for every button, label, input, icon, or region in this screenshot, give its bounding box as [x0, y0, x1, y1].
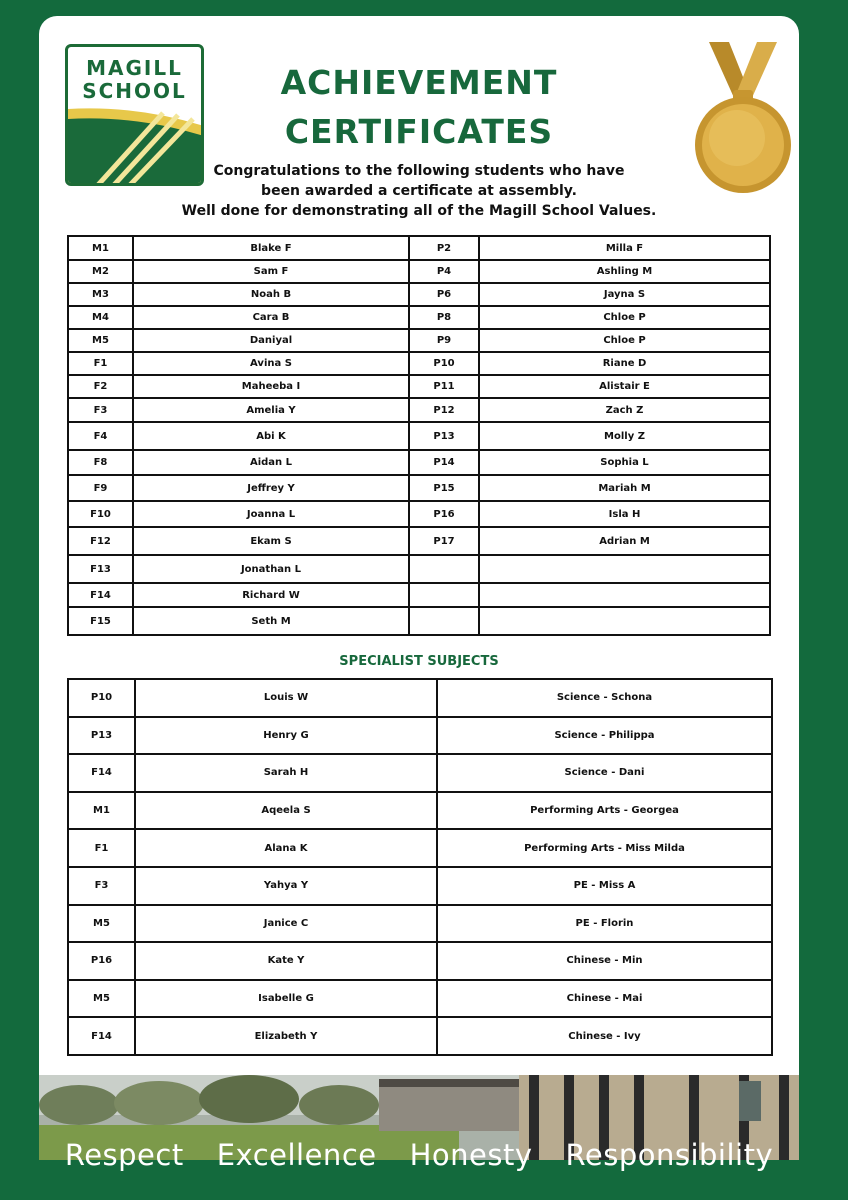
student-name-cell: Chloe P — [479, 329, 770, 352]
award-row — [68, 352, 770, 375]
page-title — [239, 58, 599, 156]
class-cell: F3 — [68, 867, 135, 905]
subject-cell: Science - Philippa — [437, 717, 772, 755]
student-name-cell: Mariah M — [479, 475, 770, 501]
logo-line-1: MAGILL — [86, 56, 183, 80]
award-row — [68, 260, 770, 283]
class-cell: P14 — [409, 450, 479, 475]
class-cell: F12 — [68, 527, 133, 555]
class-cell: F15 — [68, 607, 133, 635]
value-label: Responsibility — [565, 1138, 774, 1172]
specialist-row — [68, 754, 772, 792]
award-row — [68, 329, 770, 352]
class-cell: M3 — [68, 283, 133, 306]
intro-text — [169, 161, 669, 221]
student-name-cell: Alana K — [135, 829, 437, 867]
specialist-heading: SPECIALIST SUBJECTS — [339, 654, 499, 669]
student-name-cell: Jayna S — [479, 283, 770, 306]
class-cell: F14 — [68, 583, 133, 607]
student-name-cell: Blake F — [133, 236, 409, 260]
class-cell — [409, 583, 479, 607]
intro-line-3: Well done for demonstrating all of the Magill School Values. — [181, 203, 657, 219]
award-row — [68, 555, 770, 583]
class-cell: P15 — [409, 475, 479, 501]
subject-cell: PE - Miss A — [437, 867, 772, 905]
award-row — [68, 398, 770, 422]
class-cell: M1 — [68, 236, 133, 260]
specialist-row — [68, 717, 772, 755]
award-row — [68, 450, 770, 475]
class-cell: F10 — [68, 501, 133, 527]
award-row — [68, 527, 770, 555]
student-name-cell: Jonathan L — [133, 555, 409, 583]
class-cell: P16 — [68, 942, 135, 980]
student-name-cell: Elizabeth Y — [135, 1017, 437, 1055]
certificate-page — [39, 16, 799, 1160]
specialist-row — [68, 867, 772, 905]
student-name-cell: Ekam S — [133, 527, 409, 555]
school-values — [39, 1138, 799, 1178]
award-row — [68, 306, 770, 329]
student-name-cell: Louis W — [135, 679, 437, 717]
class-cell: M2 — [68, 260, 133, 283]
award-row — [68, 236, 770, 260]
value-label: Honesty — [409, 1138, 533, 1172]
intro-line-1: Congratulations to the following students who have — [213, 163, 625, 179]
class-cell: F3 — [68, 398, 133, 422]
student-name-cell: Cara B — [133, 306, 409, 329]
student-name-cell — [479, 555, 770, 583]
award-row — [68, 283, 770, 306]
class-cell: P4 — [409, 260, 479, 283]
student-name-cell: Molly Z — [479, 422, 770, 450]
class-cell: F4 — [68, 422, 133, 450]
student-name-cell: Aqeela S — [135, 792, 437, 830]
specialist-row — [68, 942, 772, 980]
student-name-cell: Alistair E — [479, 375, 770, 398]
class-cell: F2 — [68, 375, 133, 398]
student-name-cell: Aidan L — [133, 450, 409, 475]
student-name-cell: Sam F — [133, 260, 409, 283]
specialist-row — [68, 792, 772, 830]
student-name-cell: Jeffrey Y — [133, 475, 409, 501]
title-line-1: ACHIEVEMENT — [280, 63, 558, 102]
student-name-cell: Maheeba I — [133, 375, 409, 398]
award-row — [68, 607, 770, 635]
class-cell: M5 — [68, 329, 133, 352]
class-cell: P13 — [409, 422, 479, 450]
specialist-table — [67, 678, 773, 1056]
student-name-cell: Abi K — [133, 422, 409, 450]
award-row — [68, 422, 770, 450]
class-cell: P9 — [409, 329, 479, 352]
award-row — [68, 501, 770, 527]
student-name-cell: Yahya Y — [135, 867, 437, 905]
class-cell: M4 — [68, 306, 133, 329]
value-label: Respect — [64, 1138, 184, 1172]
student-name-cell: Milla F — [479, 236, 770, 260]
class-cell: F14 — [68, 754, 135, 792]
class-cell: P16 — [409, 501, 479, 527]
class-cell: F1 — [68, 829, 135, 867]
class-cell: F8 — [68, 450, 133, 475]
subject-cell: Science - Dani — [437, 754, 772, 792]
class-cell: P2 — [409, 236, 479, 260]
class-cell: P11 — [409, 375, 479, 398]
award-row — [68, 583, 770, 607]
class-cell: F1 — [68, 352, 133, 375]
class-cell — [409, 607, 479, 635]
specialist-row — [68, 980, 772, 1018]
awards-table — [67, 235, 771, 636]
student-name-cell: Kate Y — [135, 942, 437, 980]
student-name-cell: Riane D — [479, 352, 770, 375]
student-name-cell — [479, 583, 770, 607]
logo-line-2: SCHOOL — [82, 79, 187, 103]
gold-medal-icon — [691, 42, 795, 216]
student-name-cell: Isla H — [479, 501, 770, 527]
title-line-2: CERTIFICATES — [284, 112, 554, 151]
subject-cell: PE - Florin — [437, 905, 772, 943]
subject-cell: Chinese - Mai — [437, 980, 772, 1018]
class-cell: P10 — [409, 352, 479, 375]
class-cell: P13 — [68, 717, 135, 755]
specialist-row — [68, 679, 772, 717]
student-name-cell: Seth M — [133, 607, 409, 635]
subject-cell: Science - Schona — [437, 679, 772, 717]
class-cell: P8 — [409, 306, 479, 329]
class-cell: F13 — [68, 555, 133, 583]
student-name-cell: Richard W — [133, 583, 409, 607]
class-cell: F9 — [68, 475, 133, 501]
subject-cell: Performing Arts - Georgea — [437, 792, 772, 830]
student-name-cell: Sarah H — [135, 754, 437, 792]
class-cell: P6 — [409, 283, 479, 306]
student-name-cell: Ashling M — [479, 260, 770, 283]
student-name-cell: Janice C — [135, 905, 437, 943]
student-name-cell: Henry G — [135, 717, 437, 755]
specialist-row — [68, 1017, 772, 1055]
award-row — [68, 375, 770, 398]
student-name-cell: Amelia Y — [133, 398, 409, 422]
subject-cell: Chinese - Min — [437, 942, 772, 980]
subject-cell: Performing Arts - Miss Milda — [437, 829, 772, 867]
class-cell: P10 — [68, 679, 135, 717]
student-name-cell: Zach Z — [479, 398, 770, 422]
subject-cell: Chinese - Ivy — [437, 1017, 772, 1055]
student-name-cell: Adrian M — [479, 527, 770, 555]
class-cell: P12 — [409, 398, 479, 422]
specialist-row — [68, 905, 772, 943]
student-name-cell: Noah B — [133, 283, 409, 306]
student-name-cell: Sophia L — [479, 450, 770, 475]
award-row — [68, 475, 770, 501]
class-cell — [409, 555, 479, 583]
student-name-cell: Joanna L — [133, 501, 409, 527]
student-name-cell — [479, 607, 770, 635]
specialist-row — [68, 829, 772, 867]
class-cell: M5 — [68, 905, 135, 943]
intro-line-2: been awarded a certificate at assembly. — [261, 183, 577, 199]
class-cell: M1 — [68, 792, 135, 830]
student-name-cell: Daniyal — [133, 329, 409, 352]
class-cell: M5 — [68, 980, 135, 1018]
student-name-cell: Avina S — [133, 352, 409, 375]
class-cell: P17 — [409, 527, 479, 555]
class-cell: F14 — [68, 1017, 135, 1055]
student-name-cell: Isabelle G — [135, 980, 437, 1018]
student-name-cell: Chloe P — [479, 306, 770, 329]
value-label: Excellence — [216, 1138, 377, 1172]
